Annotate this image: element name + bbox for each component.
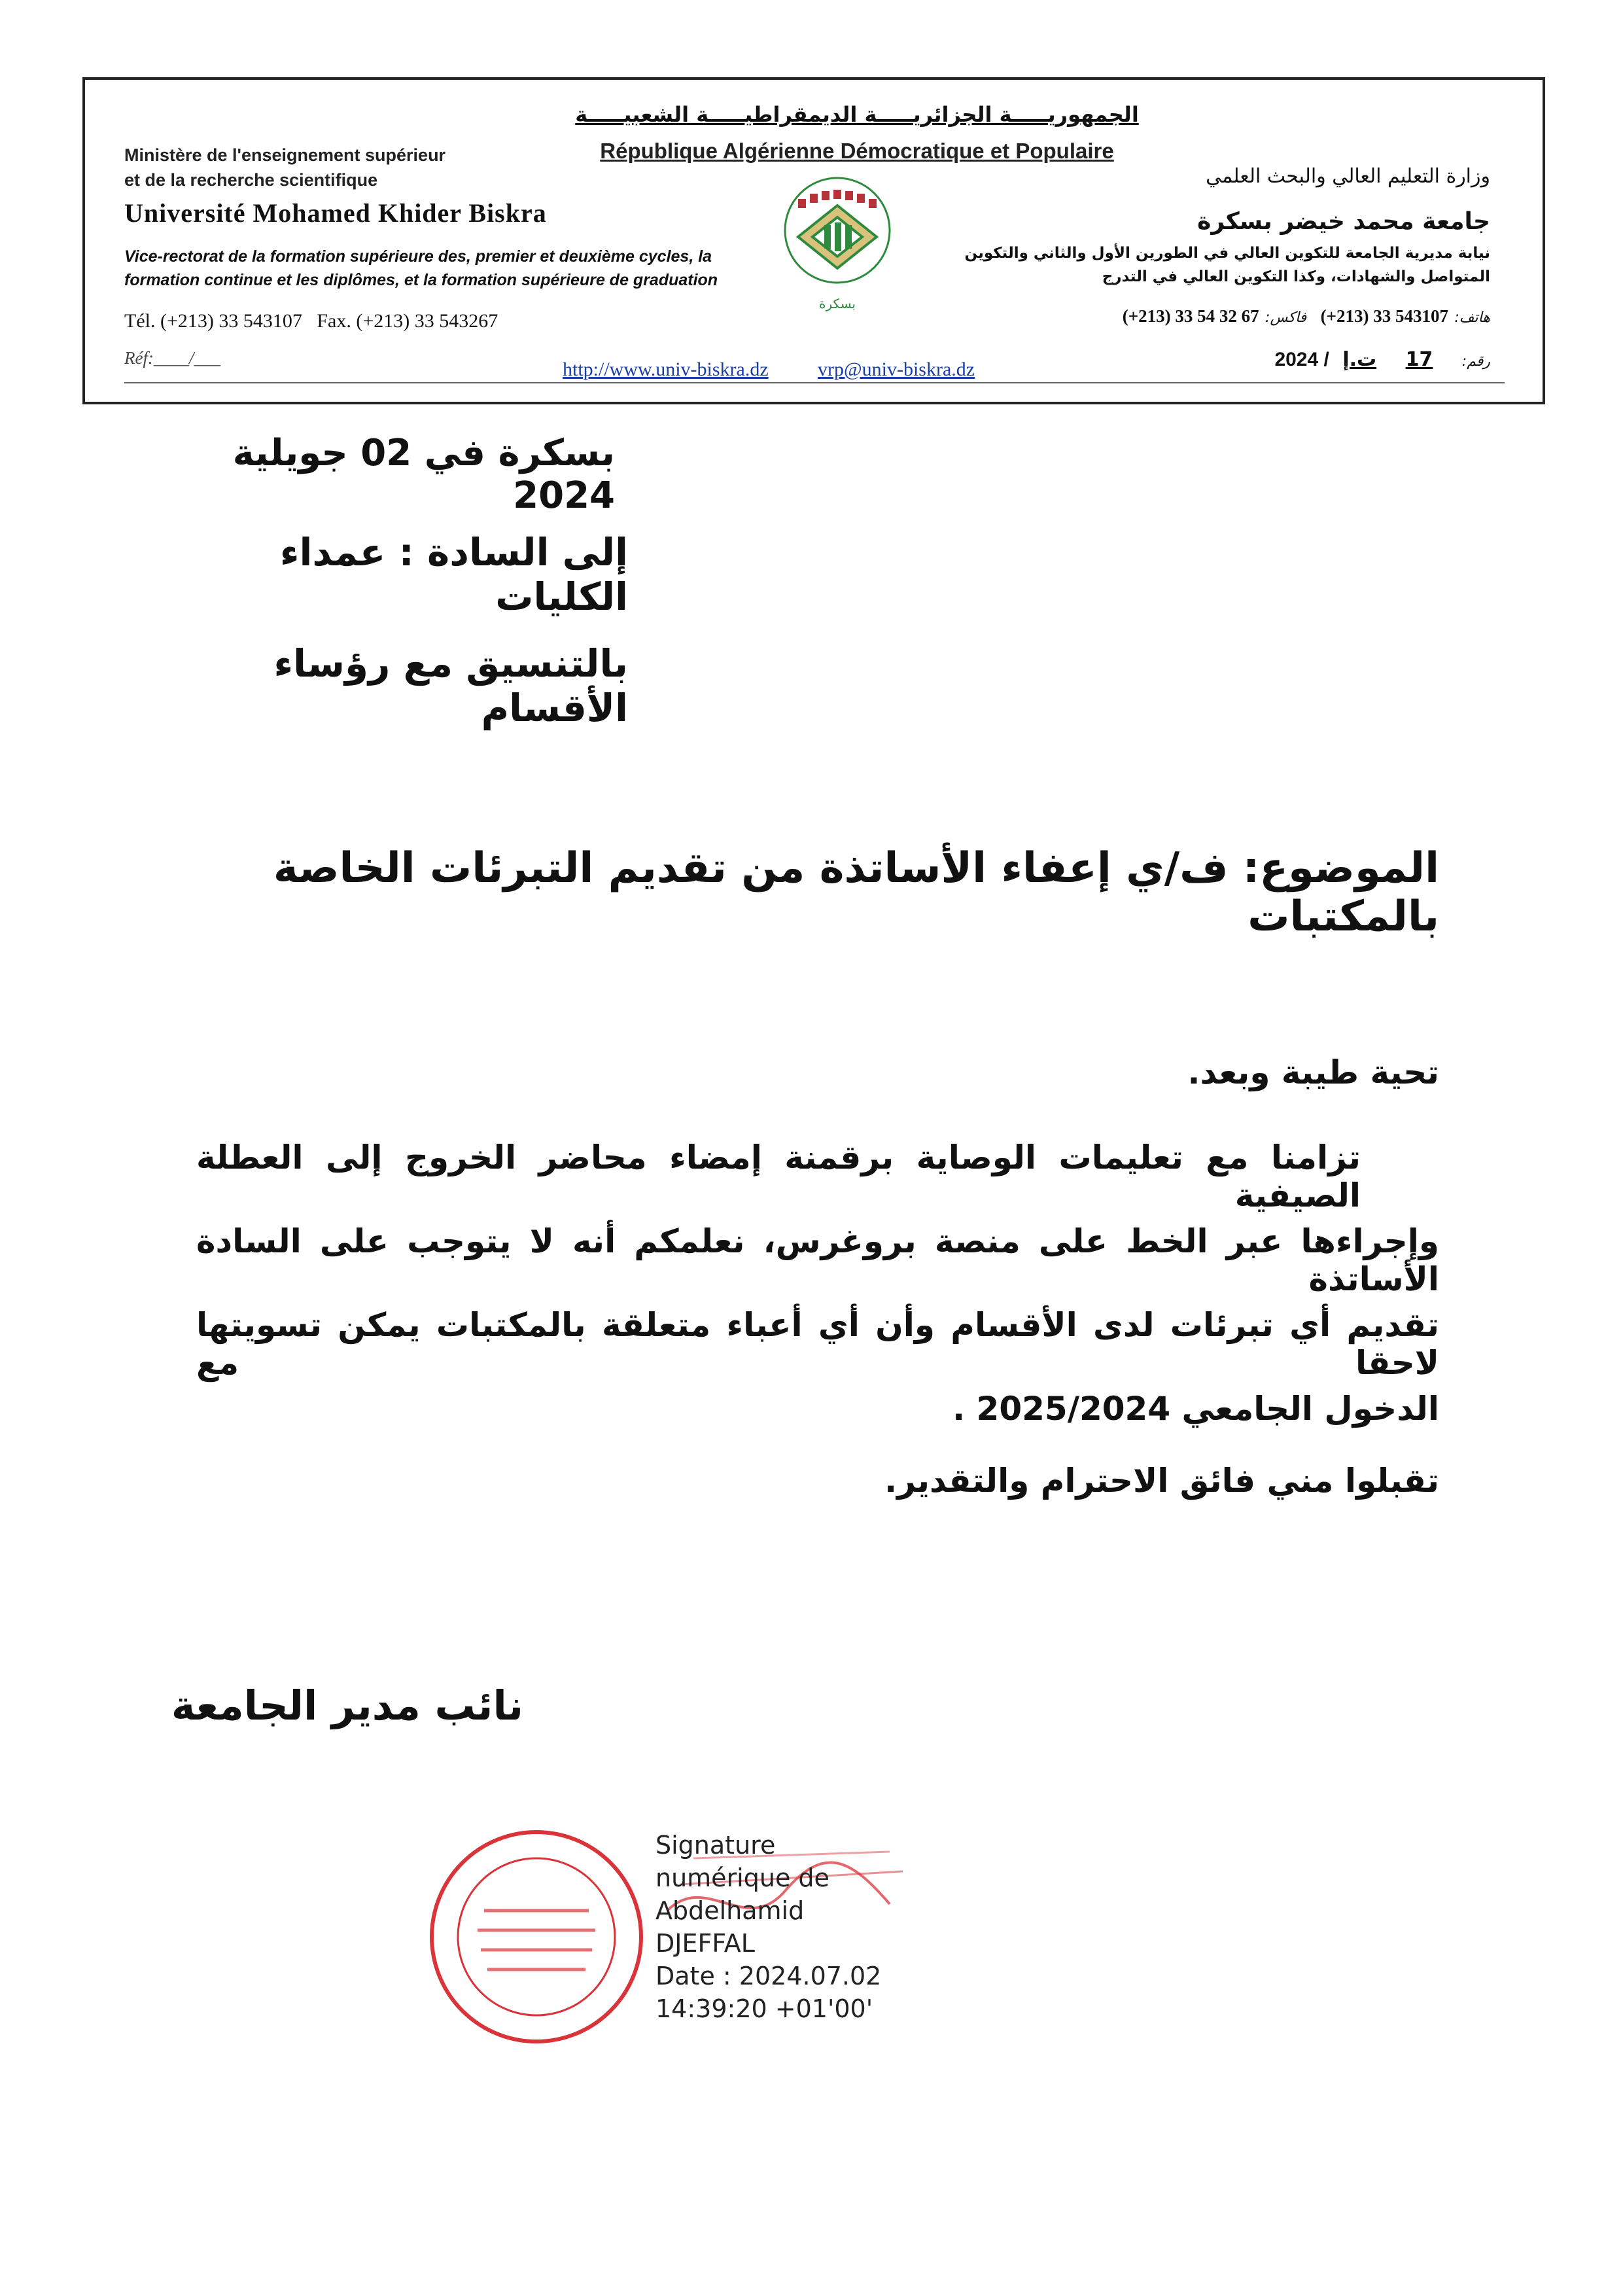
body-line-4: الدخول الجامعي 2025/2024 . [952,1390,1439,1428]
ar-vice-rectorate-line-2: المتواصل والشهادات، وكذا التكوين العالي في التدرج [1102,268,1490,285]
ar-fax-number: (+213) 33 54 32 67 [1122,306,1259,326]
letter-date: بسكرة في 02 جويلية 2024 [232,432,615,517]
ar-ministry: وزارة التعليم العالي والبحث العلمي [1206,165,1490,188]
letter-greeting: تحية طيبة وبعد. [1187,1053,1439,1091]
ar-contact-line [1123,306,1490,327]
ar-reference-line [1274,348,1490,371]
letter-closing: تقبلوا مني فائق الاحترام والتقدير. [884,1462,1439,1500]
digital-signature-line-4: DJEFFAL [655,1929,755,1958]
fr-vice-rectorate-line-2: formation continue et les diplômes, et la formation supérieure de graduation [124,271,718,289]
digital-signature-line-1: Signature [655,1831,776,1860]
body-line-3: تقديم أي تبرئات لدى الأقسام وأن أي أعباء متعلقة بالمكتبات يمكن تسويتها لاحقا مع [196,1306,1439,1382]
ar-ref-year: 2024 / [1274,349,1329,370]
fr-ministry-line-2: et de la recherche scientifique [124,170,378,190]
fr-republic-title: République Algérienne Démocratique et Populaire [600,139,1114,163]
ar-ref-suffix: ت.إ [1342,348,1377,371]
website-link[interactable]: http://www.univ-biskra.dz [563,359,769,380]
letterhead [82,77,1545,404]
ar-ref-label: رقم: [1461,353,1490,370]
letter-coordination: بالتنسيق مع رؤساء الأقسام [273,641,628,730]
stamp-seal-icon [425,1826,648,2048]
header-bottom-rule [124,382,1505,383]
digital-signature-block [655,1829,881,2025]
ar-republic-title: الجمهوريـــــة الجزائريـــــة الديمقراطيـــــة الشعبيـــــة [575,102,1139,127]
ar-phone-label: هاتف: [1454,309,1490,326]
official-stamp [425,1826,648,2048]
university-logo [778,171,896,302]
digital-signature-line-5: Date : 2024.07.02 [655,1962,882,1990]
letter-body [196,1139,1439,1500]
body-line-1: تزامنا مع تعليمات الوصاية برقمنة إمضاء محاضر الخروج إلى العطلة الصيفية [196,1139,1361,1214]
ar-vice-rectorate-line-1: نيابة مديرية الجامعة للتكوين العالي في الطورين الأول والثاني والتكوين [964,245,1490,262]
ar-fax-label: فاكس: [1265,309,1307,326]
letter-subject: الموضوع: ف/ي إعفاء الأساتذة من تقديم التبرئات الخاصة بالمكتبات [273,844,1439,941]
fr-reference: Réf:____/___ [124,348,220,368]
signatory-title: نائب مدير الجامعة [171,1682,523,1729]
university-logo-icon [778,171,896,302]
ar-university-name: جامعة محمد خيضر بسكرة [1197,208,1490,235]
ar-ref-number: 17 [1405,348,1433,371]
digital-signature-line-6: 14:39:20 +01'00' [655,1994,873,2023]
fr-university-name: Université Mohamed Khider Biskra [124,198,547,228]
fr-vice-rectorate-line-1: Vice-rectorat de la formation supérieure des, premier et deuxième cycles, la [124,247,712,266]
letter-recipient: إلى السادة : عمداء الكليات [279,530,628,619]
fr-phone-fax: Tél. (+213) 33 543107 Fax. (+213) 33 543267 [124,310,498,332]
email-link[interactable]: vrp@univ-biskra.dz [818,359,975,380]
fr-ministry-line-1: Ministère de l'enseignement supérieur [124,145,446,165]
digital-signature-line-2: numérique de [655,1863,829,1892]
body-line-2: وإجراءها عبر الخط على منصة بروغرس، نعلمكم أنه لا يتوجب على السادة الأساتذة [196,1222,1439,1298]
digital-signature-line-3: Abdelhamid [655,1896,805,1925]
ar-phone-number: (+213) 33 543107 [1320,306,1448,326]
logo-caption: بسكرة [819,296,856,311]
